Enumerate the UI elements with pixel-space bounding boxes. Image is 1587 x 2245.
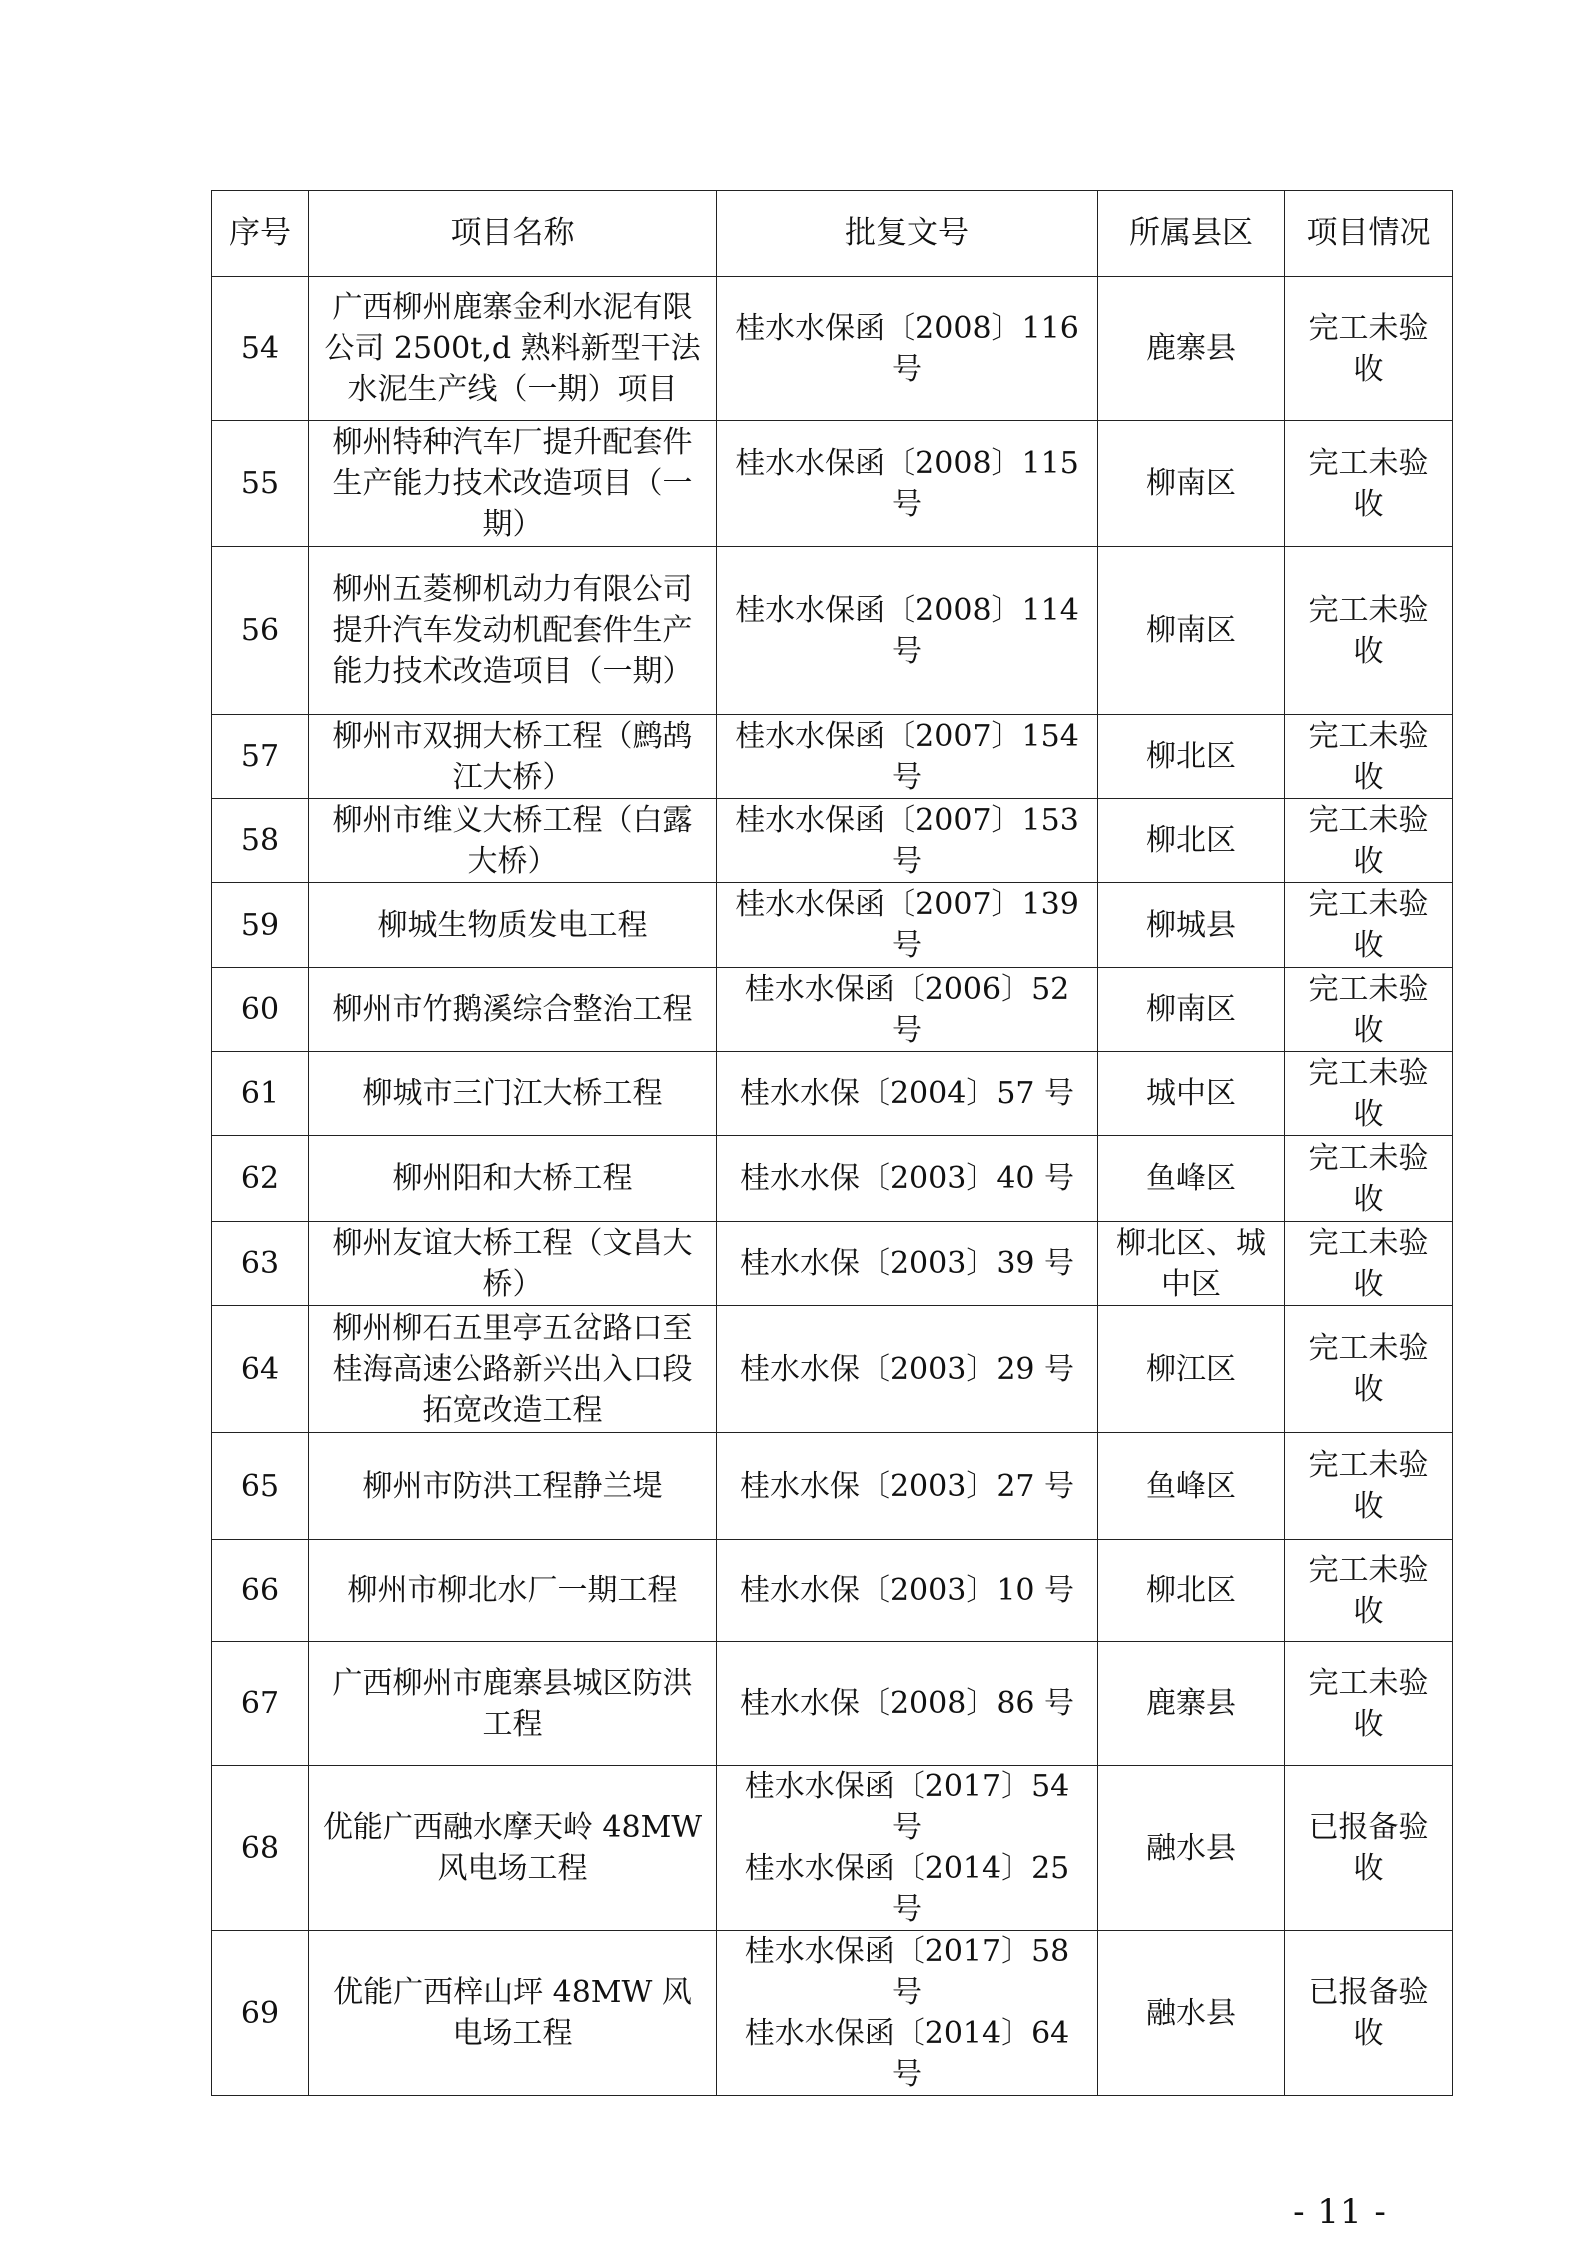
cell-no: 55 <box>212 421 309 547</box>
table-row <box>212 1052 1453 1136</box>
cell-status: 完工未验收 <box>1285 1052 1453 1136</box>
cell-no: 57 <box>212 715 309 799</box>
cell-status: 完工未验收 <box>1285 1540 1453 1642</box>
header-row <box>212 191 1453 277</box>
project-table <box>211 190 1453 2096</box>
header-cell-doc: 批复文号 <box>717 191 1098 277</box>
table-row <box>212 883 1453 968</box>
table-row <box>212 547 1453 715</box>
cell-project-name: 优能广西融水摩天岭 48MW 风电场工程 <box>309 1766 717 1931</box>
cell-no: 66 <box>212 1540 309 1642</box>
cell-project-name: 柳州市防洪工程静兰堤 <box>309 1433 717 1540</box>
cell-approval-doc: 桂水水保函〔2007〕153号 <box>717 799 1098 883</box>
cell-approval-doc: 桂水水保〔2004〕57 号 <box>717 1052 1098 1136</box>
table-row <box>212 1433 1453 1540</box>
cell-county: 柳南区 <box>1098 968 1285 1052</box>
cell-approval-doc: 桂水水保函〔2006〕52 号 <box>717 968 1098 1052</box>
table-row <box>212 1136 1453 1222</box>
cell-no: 65 <box>212 1433 309 1540</box>
cell-project-name: 柳州阳和大桥工程 <box>309 1136 717 1222</box>
cell-project-name: 广西柳州鹿寨金利水泥有限公司 2500t,d 熟料新型干法水泥生产线（一期）项目 <box>309 277 717 421</box>
cell-status: 完工未验收 <box>1285 799 1453 883</box>
cell-no: 63 <box>212 1222 309 1306</box>
cell-no: 62 <box>212 1136 309 1222</box>
cell-no: 69 <box>212 1931 309 2096</box>
cell-project-name: 柳州市竹鹅溪综合整治工程 <box>309 968 717 1052</box>
table-row <box>212 1931 1453 2096</box>
table-row <box>212 715 1453 799</box>
cell-county: 柳城县 <box>1098 883 1285 968</box>
cell-county: 鹿寨县 <box>1098 1642 1285 1766</box>
cell-approval-doc <box>717 1766 1098 1931</box>
cell-county: 鹿寨县 <box>1098 277 1285 421</box>
cell-no: 61 <box>212 1052 309 1136</box>
cell-no: 68 <box>212 1766 309 1931</box>
cell-status: 已报备验收 <box>1285 1931 1453 2096</box>
cell-project-name: 柳城生物质发电工程 <box>309 883 717 968</box>
cell-no: 58 <box>212 799 309 883</box>
cell-project-name: 柳州友谊大桥工程（文昌大桥） <box>309 1222 717 1306</box>
table-row <box>212 1766 1453 1931</box>
cell-status: 完工未验收 <box>1285 1222 1453 1306</box>
header-cell-status: 项目情况 <box>1285 191 1453 277</box>
cell-status: 完工未验收 <box>1285 1642 1453 1766</box>
cell-county: 鱼峰区 <box>1098 1433 1285 1540</box>
cell-approval-doc: 桂水水保〔2003〕10 号 <box>717 1540 1098 1642</box>
cell-status: 完工未验收 <box>1285 547 1453 715</box>
cell-county: 融水县 <box>1098 1766 1285 1931</box>
cell-project-name: 柳州市双拥大桥工程（鹧鸪江大桥） <box>309 715 717 799</box>
cell-project-name: 优能广西梓山坪 48MW 风电场工程 <box>309 1931 717 2096</box>
table-row <box>212 1540 1453 1642</box>
cell-approval-doc: 桂水水保〔2003〕29 号 <box>717 1306 1098 1433</box>
cell-approval-doc: 桂水水保函〔2007〕154号 <box>717 715 1098 799</box>
cell-project-name: 柳州市维义大桥工程（白露大桥） <box>309 799 717 883</box>
cell-county: 融水县 <box>1098 1931 1285 2096</box>
cell-status: 完工未验收 <box>1285 968 1453 1052</box>
cell-status: 完工未验收 <box>1285 1306 1453 1433</box>
approval-doc-line: 桂水水保函〔2014〕25 号 <box>744 1851 1070 1927</box>
cell-no: 64 <box>212 1306 309 1433</box>
cell-county: 柳北区、城中区 <box>1098 1222 1285 1306</box>
cell-no: 60 <box>212 968 309 1052</box>
cell-county: 柳北区 <box>1098 799 1285 883</box>
cell-status: 完工未验收 <box>1285 1136 1453 1222</box>
approval-doc-line: 桂水水保函〔2014〕64 号 <box>744 2016 1070 2092</box>
cell-status: 完工未验收 <box>1285 421 1453 547</box>
cell-project-name: 柳州市柳北水厂一期工程 <box>309 1540 717 1642</box>
cell-project-name: 柳州五菱柳机动力有限公司提升汽车发动机配套件生产能力技术改造项目（一期） <box>309 547 717 715</box>
cell-no: 67 <box>212 1642 309 1766</box>
cell-county: 柳北区 <box>1098 715 1285 799</box>
cell-project-name: 柳州柳石五里亭五岔路口至桂海高速公路新兴出入口段拓宽改造工程 <box>309 1306 717 1433</box>
approval-doc-line: 桂水水保函〔2017〕58 号 <box>744 1934 1070 2010</box>
cell-project-name: 广西柳州市鹿寨县城区防洪工程 <box>309 1642 717 1766</box>
approval-doc-line: 桂水水保函〔2017〕54 号 <box>744 1769 1070 1845</box>
cell-approval-doc: 桂水水保〔2008〕86 号 <box>717 1642 1098 1766</box>
cell-county: 城中区 <box>1098 1052 1285 1136</box>
cell-status: 完工未验收 <box>1285 277 1453 421</box>
cell-approval-doc: 桂水水保函〔2008〕115号 <box>717 421 1098 547</box>
table-row <box>212 1306 1453 1433</box>
page-number: - 11 - <box>1293 2192 1387 2232</box>
cell-approval-doc: 桂水水保函〔2008〕114号 <box>717 547 1098 715</box>
header-cell-county: 所属县区 <box>1098 191 1285 277</box>
cell-no: 56 <box>212 547 309 715</box>
cell-project-name: 柳州特种汽车厂提升配套件生产能力技术改造项目（一期） <box>309 421 717 547</box>
table-row <box>212 968 1453 1052</box>
cell-approval-doc: 桂水水保〔2003〕39 号 <box>717 1222 1098 1306</box>
cell-county: 柳江区 <box>1098 1306 1285 1433</box>
cell-status: 完工未验收 <box>1285 883 1453 968</box>
cell-no: 59 <box>212 883 309 968</box>
table-row <box>212 799 1453 883</box>
table-row <box>212 421 1453 547</box>
cell-status: 完工未验收 <box>1285 715 1453 799</box>
cell-county: 柳北区 <box>1098 1540 1285 1642</box>
cell-project-name: 柳城市三门江大桥工程 <box>309 1052 717 1136</box>
table-row <box>212 277 1453 421</box>
cell-approval-doc: 桂水水保函〔2008〕116号 <box>717 277 1098 421</box>
cell-county: 柳南区 <box>1098 547 1285 715</box>
table-row <box>212 1642 1453 1766</box>
cell-status: 已报备验收 <box>1285 1766 1453 1931</box>
cell-no: 54 <box>212 277 309 421</box>
cell-approval-doc: 桂水水保〔2003〕40 号 <box>717 1136 1098 1222</box>
cell-approval-doc: 桂水水保〔2003〕27 号 <box>717 1433 1098 1540</box>
cell-county: 鱼峰区 <box>1098 1136 1285 1222</box>
header-cell-no: 序号 <box>212 191 309 277</box>
header-cell-name: 项目名称 <box>309 191 717 277</box>
cell-status: 完工未验收 <box>1285 1433 1453 1540</box>
cell-approval-doc: 桂水水保函〔2007〕139号 <box>717 883 1098 968</box>
table-row <box>212 1222 1453 1306</box>
cell-approval-doc <box>717 1931 1098 2096</box>
cell-county: 柳南区 <box>1098 421 1285 547</box>
